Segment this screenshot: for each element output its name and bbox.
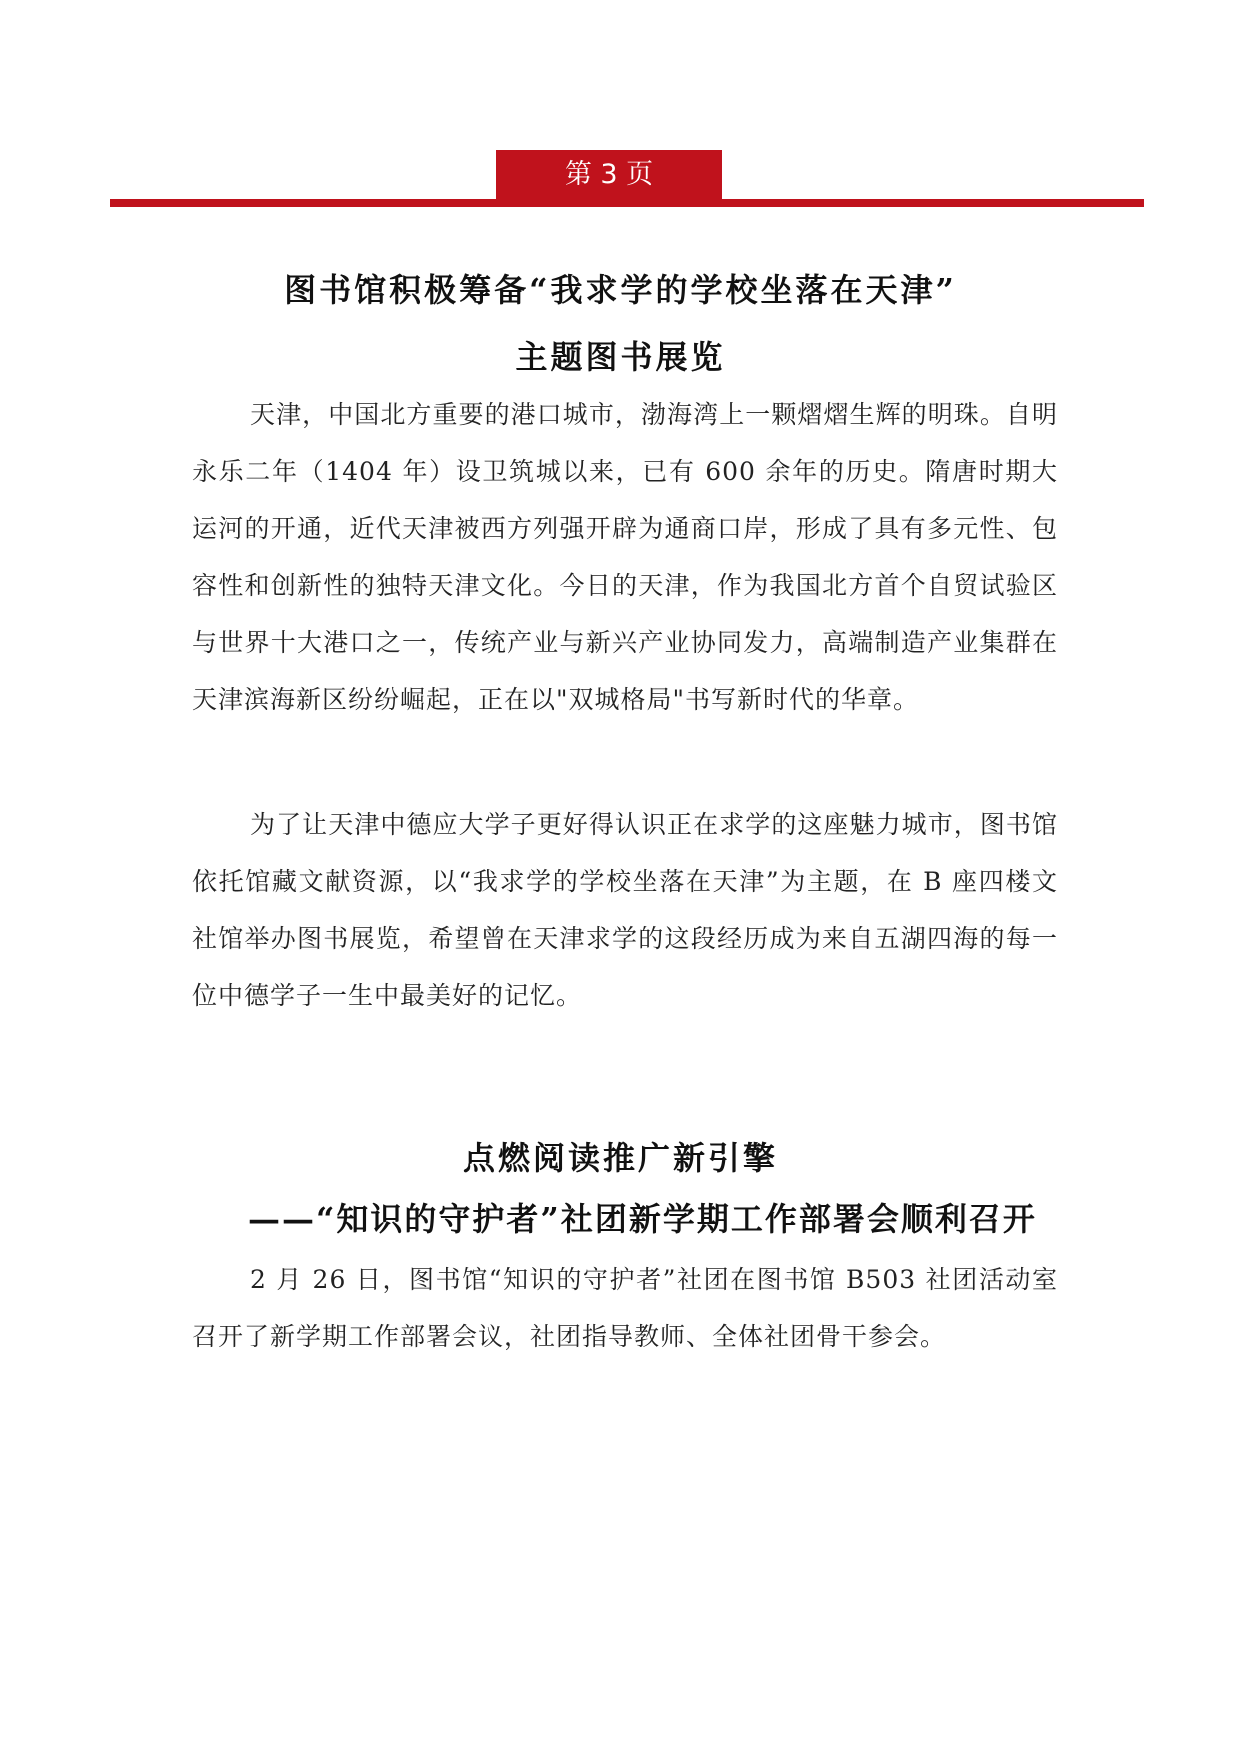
page-number-tab: 第 3 页 xyxy=(496,150,722,199)
article1-title-line2: 主题图书展览 xyxy=(515,338,726,376)
article2-paragraph1: 2 月 26 日，图书馆“知识的守护者”社团在图书馆 B503 社团活动室召开了新学期工作部署会议，社团指导教师、全体社团骨干参会。 xyxy=(192,1265,1058,1351)
article1-paragraph1: 天津，中国北方重要的港口城市，渤海湾上一颗熠熠生辉的明珠。自明永乐二年（1404 年）设卫筑城以来，已有 600 余年的历史。隋唐时期大运河的开通，近代天津被西方列强开辟为通商口岸，形成了具有多元性、包容性和创新性的独特天津文化。今日的天津，作为我国北方首个自贸试验区与世界十大港口之一，传统产业与新兴产业协同发力，高端制造产业集群在天津滨海新区纷纷崛起，正在以"双城格局"书写新时代的华章。 xyxy=(192,400,1058,714)
article2-title-line1: 点燃阅读推广新引擎 xyxy=(462,1139,778,1177)
article1-title-line1: 图书馆积极筹备“我求学的学校坐落在天津” xyxy=(284,271,957,309)
header-divider xyxy=(110,199,1144,207)
article2-title-line2: ——“知识的守护者”社团新学期工作部署会顺利召开 xyxy=(248,1200,1037,1238)
article1-paragraph2: 为了让天津中德应大学子更好得认识正在求学的这座魅力城市，图书馆依托馆藏文献资源，以“我求学的学校坐落在天津”为主题，在 B 座四楼文社馆举办图书展览，希望曾在天津求学的这段经历成为来自五湖四海的每一位中德学子一生中最美好的记忆。 xyxy=(192,810,1058,1010)
